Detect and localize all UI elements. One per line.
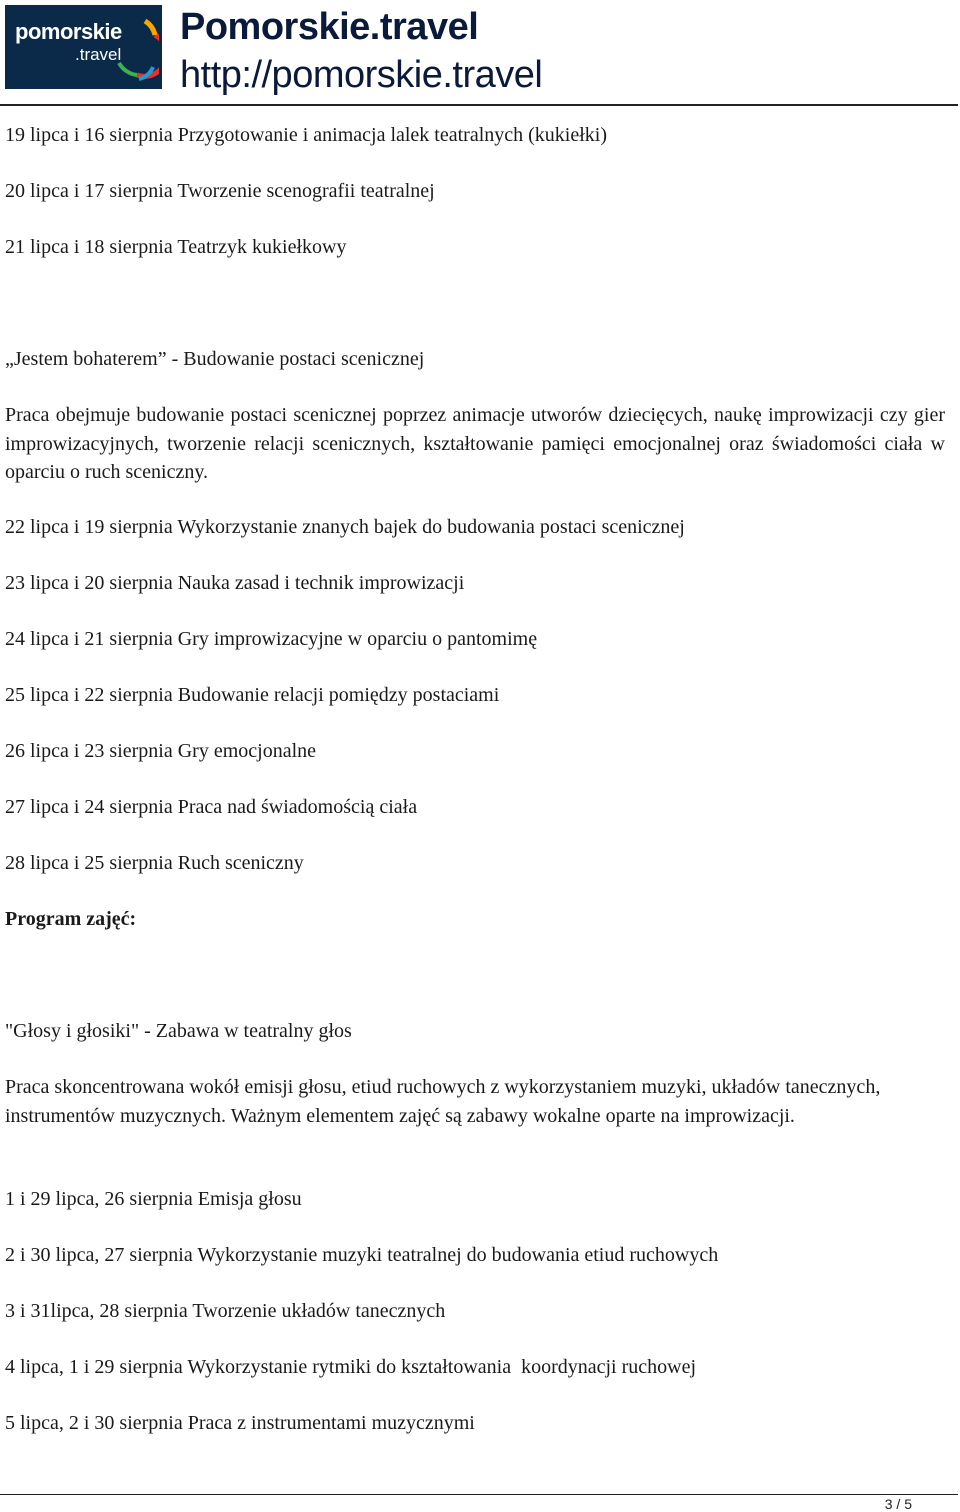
- schedule-line: 3 i 31lipca, 28 sierpnia Tworzenie układów tanecznych: [5, 1300, 446, 1322]
- schedule-line: 27 lipca i 24 sierpnia Praca nad świadomością ciała: [5, 796, 418, 818]
- schedule-line: 26 lipca i 23 sierpnia Gry emocjonalne: [5, 740, 317, 762]
- section-title: „Jestem bohaterem” - Budowanie postaci scenicznej: [5, 348, 425, 370]
- schedule-line: 28 lipca i 25 sierpnia Ruch sceniczny: [5, 852, 304, 874]
- schedule-line: 25 lipca i 22 sierpnia Budowanie relacji pomiędzy postaciami: [5, 684, 500, 706]
- site-url[interactable]: http://pomorskie.travel: [180, 54, 543, 96]
- schedule-line: 19 lipca i 16 sierpnia Przygotowanie i animacja lalek teatralnych (kukiełki): [5, 124, 608, 146]
- site-title: Pomorskie.travel: [180, 6, 479, 48]
- logo-ring-icon: [115, 15, 159, 85]
- pomorskie-travel-logo[interactable]: [5, 5, 162, 89]
- page-number: 3 / 5: [884, 1496, 912, 1512]
- section-title: "Głosy i głosiki" - Zabawa w teatralny głos: [5, 1020, 352, 1042]
- schedule-line: 24 lipca i 21 sierpnia Gry improwizacyjne w oparciu o pantomimę: [5, 628, 538, 650]
- schedule-line: 20 lipca i 17 sierpnia Tworzenie scenografii teatralnej: [5, 180, 435, 202]
- schedule-line: 2 i 30 lipca, 27 sierpnia Wykorzystanie muzyki teatralnej do budowania etiud ruchowych: [5, 1244, 719, 1266]
- footer-divider: [0, 1494, 958, 1495]
- header-divider: [0, 104, 958, 106]
- logo-text: pomorskie: [15, 19, 122, 44]
- program-heading: Program zajęć:: [5, 908, 137, 930]
- logo-subtext: .travel: [75, 45, 122, 64]
- section-description: Praca obejmuje budowanie postaci scenicznej poprzez animacje utworów dziecięcych, naukę improwizacji czy gier improwizacyjnych, tworzenie relacji scenicznych, kształtowanie pamięci emocjonalnej oraz świadomości ciała w oparciu o ruch sceniczny.: [5, 404, 945, 483]
- schedule-line: 22 lipca i 19 sierpnia Wykorzystanie znanych bajek do budowania postaci scenicznej: [5, 516, 685, 538]
- schedule-line: 23 lipca i 20 sierpnia Nauka zasad i technik improwizacji: [5, 572, 465, 594]
- page-header: [0, 0, 960, 106]
- schedule-line: 21 lipca i 18 sierpnia Teatrzyk kukiełkowy: [5, 236, 347, 258]
- schedule-line: 1 i 29 lipca, 26 sierpnia Emisja głosu: [5, 1188, 302, 1210]
- section-description: Praca skoncentrowana wokół emisji głosu, etiud ruchowych z wykorzystaniem muzyki, układów tanecznych, instrumentów muzycznych. Ważnym elementem zajęć są zabawy wokalne oparte na improwizacji.: [5, 1076, 881, 1127]
- schedule-line: 4 lipca, 1 i 29 sierpnia Wykorzystanie rytmiki do kształtowania koordynacji ruchowej: [5, 1356, 697, 1378]
- schedule-line: 5 lipca, 2 i 30 sierpnia Praca z instrumentami muzycznymi: [5, 1412, 475, 1434]
